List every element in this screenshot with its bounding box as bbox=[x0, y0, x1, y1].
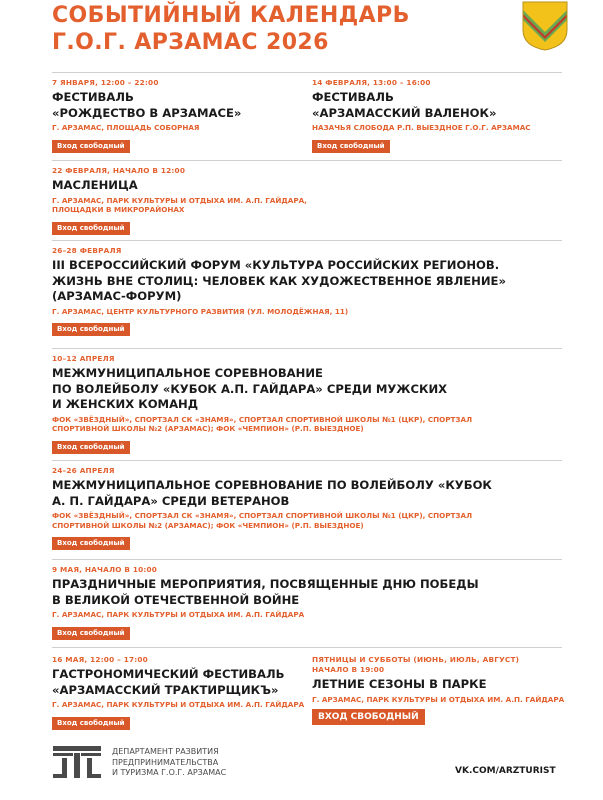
event-item bbox=[52, 466, 492, 550]
event-date: 9 МАЯ, НАЧАЛО В 10:00 bbox=[52, 565, 158, 574]
divider bbox=[52, 348, 562, 349]
event-item bbox=[52, 565, 479, 640]
event-location: Г. АРЗАМАС, ПАРК КУЛЬТУРЫ И ОТДЫХА ИМ. А.П. ГАЙДАРА bbox=[312, 694, 565, 704]
event-date: 14 ФЕВРАЛЯ, 13:00 – 16:00 bbox=[312, 78, 431, 87]
event-title: МАСЛЕНИЦА bbox=[52, 178, 138, 192]
event-title: МЕЖМУНИЦИПАЛЬНОЕ СОРЕВНОВАНИЕ ПО ВОЛЕЙБОЛУ «КУБОК А.П. ГАЙДАРА» СРЕДИ МУЖСКИХ И ЖЕНСКИХ КОМАНД bbox=[52, 366, 448, 411]
department-logo-icon bbox=[52, 744, 102, 780]
social-link[interactable]: VK.COM/ARZTURIST bbox=[455, 766, 556, 776]
event-item bbox=[52, 166, 307, 235]
event-title: ГАСТРОНОМИЧЕСКИЙ ФЕСТИВАЛЬ «АРЗАМАССКИЙ ТРАКТИРЩИКЪ» bbox=[52, 667, 285, 697]
title-line-2: Г.О.Г. АРЗАМАС 2026 bbox=[52, 30, 329, 55]
event-title: ЛЕТНИЕ СЕЗОНЫ В ПАРКЕ bbox=[312, 677, 487, 691]
event-item bbox=[52, 78, 241, 153]
event-title: ПРАЗДНИЧНЫЕ МЕРОПРИЯТИЯ, ПОСВЯЩЕННЫЕ ДНЮ ПОБЕДЫ В ВЕЛИКОЙ ОТЕЧЕСТВЕННОЙ ВОЙНЕ bbox=[52, 577, 479, 607]
divider bbox=[52, 160, 562, 161]
event-title: III ВСЕРОССИЙСКИЙ ФОРУМ «КУЛЬТУРА РОССИЙСКИХ РЕГИОНОВ. ЖИЗНЬ ВНЕ СТОЛИЦ: ЧЕЛОВЕК КАК ХУДОЖЕСТВЕННОЕ ЯВЛЕНИЕ» (АРЗАМАС-ФОРУМ) bbox=[52, 258, 506, 303]
divider bbox=[52, 72, 562, 73]
free-entry-badge: Вход свободный bbox=[52, 537, 130, 550]
event-location: Г. АРЗАМАС, ПАРК КУЛЬТУРЫ И ОТДЫХА ИМ. А.П. ГАЙДАРА, ПЛОЩАДКИ В МИКРОРАЙОНАХ bbox=[52, 195, 307, 214]
event-date: 16 МАЯ, 12:00 – 17:00 bbox=[52, 655, 148, 664]
divider bbox=[52, 559, 562, 560]
event-date: ПЯТНИЦЫ И СУББОТЫ (ИЮНЬ, ИЮЛЬ, АВГУСТ) НАЧАЛО В 19:00 bbox=[312, 655, 520, 674]
free-entry-badge: ВХОД СВОБОДНЫЙ bbox=[312, 709, 425, 725]
event-item bbox=[312, 655, 564, 725]
event-location: Г. АРЗАМАС, ПАРК КУЛЬТУРЫ И ОТДЫХА ИМ. А.П. ГАЙДАРА bbox=[52, 700, 305, 709]
free-entry-badge: Вход свободный bbox=[312, 140, 390, 153]
event-date: 22 ФЕВРАЛЯ, НАЧАЛО В 12:00 bbox=[52, 166, 186, 175]
event-location: Г. АРЗАМАС, ПАРК КУЛЬТУРЫ И ОТДЫХА ИМ. А.П. ГАЙДАРА bbox=[52, 610, 305, 619]
coat-of-arms-icon bbox=[521, 0, 569, 52]
organization-name: ДЕПАРТАМЕНТ РАЗВИТИЯ ПРЕДПРИНИМАТЕЛЬСТВА И ТУРИЗМА Г.О.Г. АРЗАМАС bbox=[112, 747, 227, 777]
free-entry-badge: Вход свободный bbox=[52, 627, 130, 640]
event-date: 24–26 АПРЕЛЯ bbox=[52, 466, 115, 475]
event-date: 26–28 ФЕВРАЛЯ bbox=[52, 246, 122, 255]
event-item bbox=[52, 246, 506, 336]
free-entry-badge: Вход свободный bbox=[52, 441, 130, 454]
event-title: ФЕСТИВАЛЬ «РОЖДЕСТВО В АРЗАМАСЕ» bbox=[52, 90, 242, 120]
page-title bbox=[52, 2, 410, 56]
event-location: Г. АРЗАМАС, ПЛОЩАДЬ СОБОРНАЯ bbox=[52, 123, 200, 132]
event-title: ФЕСТИВАЛЬ «АРЗАМАССКИЙ ВАЛЕНОК» bbox=[312, 90, 497, 120]
divider bbox=[52, 647, 562, 648]
event-item bbox=[52, 354, 472, 454]
divider bbox=[52, 460, 562, 461]
event-location: НАЗАЧЬЯ СЛОБОДА Р.П. ВЫЕЗДНОЕ Г.О.Г. АРЗАМАС bbox=[312, 123, 531, 132]
free-entry-badge: Вход свободный bbox=[52, 323, 130, 336]
event-item bbox=[52, 655, 304, 730]
divider bbox=[52, 240, 562, 241]
event-location: ФОК «ЗВЁЗДНЫЙ», СПОРТЗАЛ СК «ЗНАМЯ», СПОРТЗАЛ СПОРТИВНОЙ ШКОЛЫ №1 (ЦКР), СПОРТЗАЛ СПОРТИВНОЙ ШКОЛЫ №2 (АРЗАМАС); ФОК «ЧЕМПИОН» (Р.П. ВЫЕЗДНОЕ) bbox=[52, 414, 473, 433]
free-entry-badge: Вход свободный bbox=[52, 717, 130, 730]
event-date: 10–12 АПРЕЛЯ bbox=[52, 354, 115, 363]
event-location: ФОК «ЗВЁЗДНЫЙ», СПОРТЗАЛ СК «ЗНАМЯ», СПОРТЗАЛ СПОРТИВНОЙ ШКОЛЫ №1 (ЦКР), СПОРТЗАЛ СПОРТИВНОЙ ШКОЛЫ №2 (АРЗАМАС); ФОК «ЧЕМПИОН» (Р.П. ВЫЕЗДНОЕ) bbox=[52, 511, 473, 530]
event-item bbox=[312, 78, 531, 153]
free-entry-badge: Вход свободный bbox=[52, 222, 130, 235]
title-line-1: СОБЫТИЙНЫЙ КАЛЕНДАРЬ bbox=[52, 3, 410, 28]
free-entry-badge: Вход свободный bbox=[52, 140, 130, 153]
event-date: 7 ЯНВАРЯ, 12:00 – 22:00 bbox=[52, 78, 159, 87]
event-location: Г. АРЗАМАС, ЦЕНТР КУЛЬТУРНОГО РАЗВИТИЯ (УЛ. МОЛОДЁЖНАЯ, 11) bbox=[52, 306, 349, 316]
event-title: МЕЖМУНИЦИПАЛЬНОЕ СОРЕВНОВАНИЕ ПО ВОЛЕЙБОЛУ «КУБОК А. П. ГАЙДАРА» СРЕДИ ВЕТЕРАНОВ bbox=[52, 478, 492, 508]
